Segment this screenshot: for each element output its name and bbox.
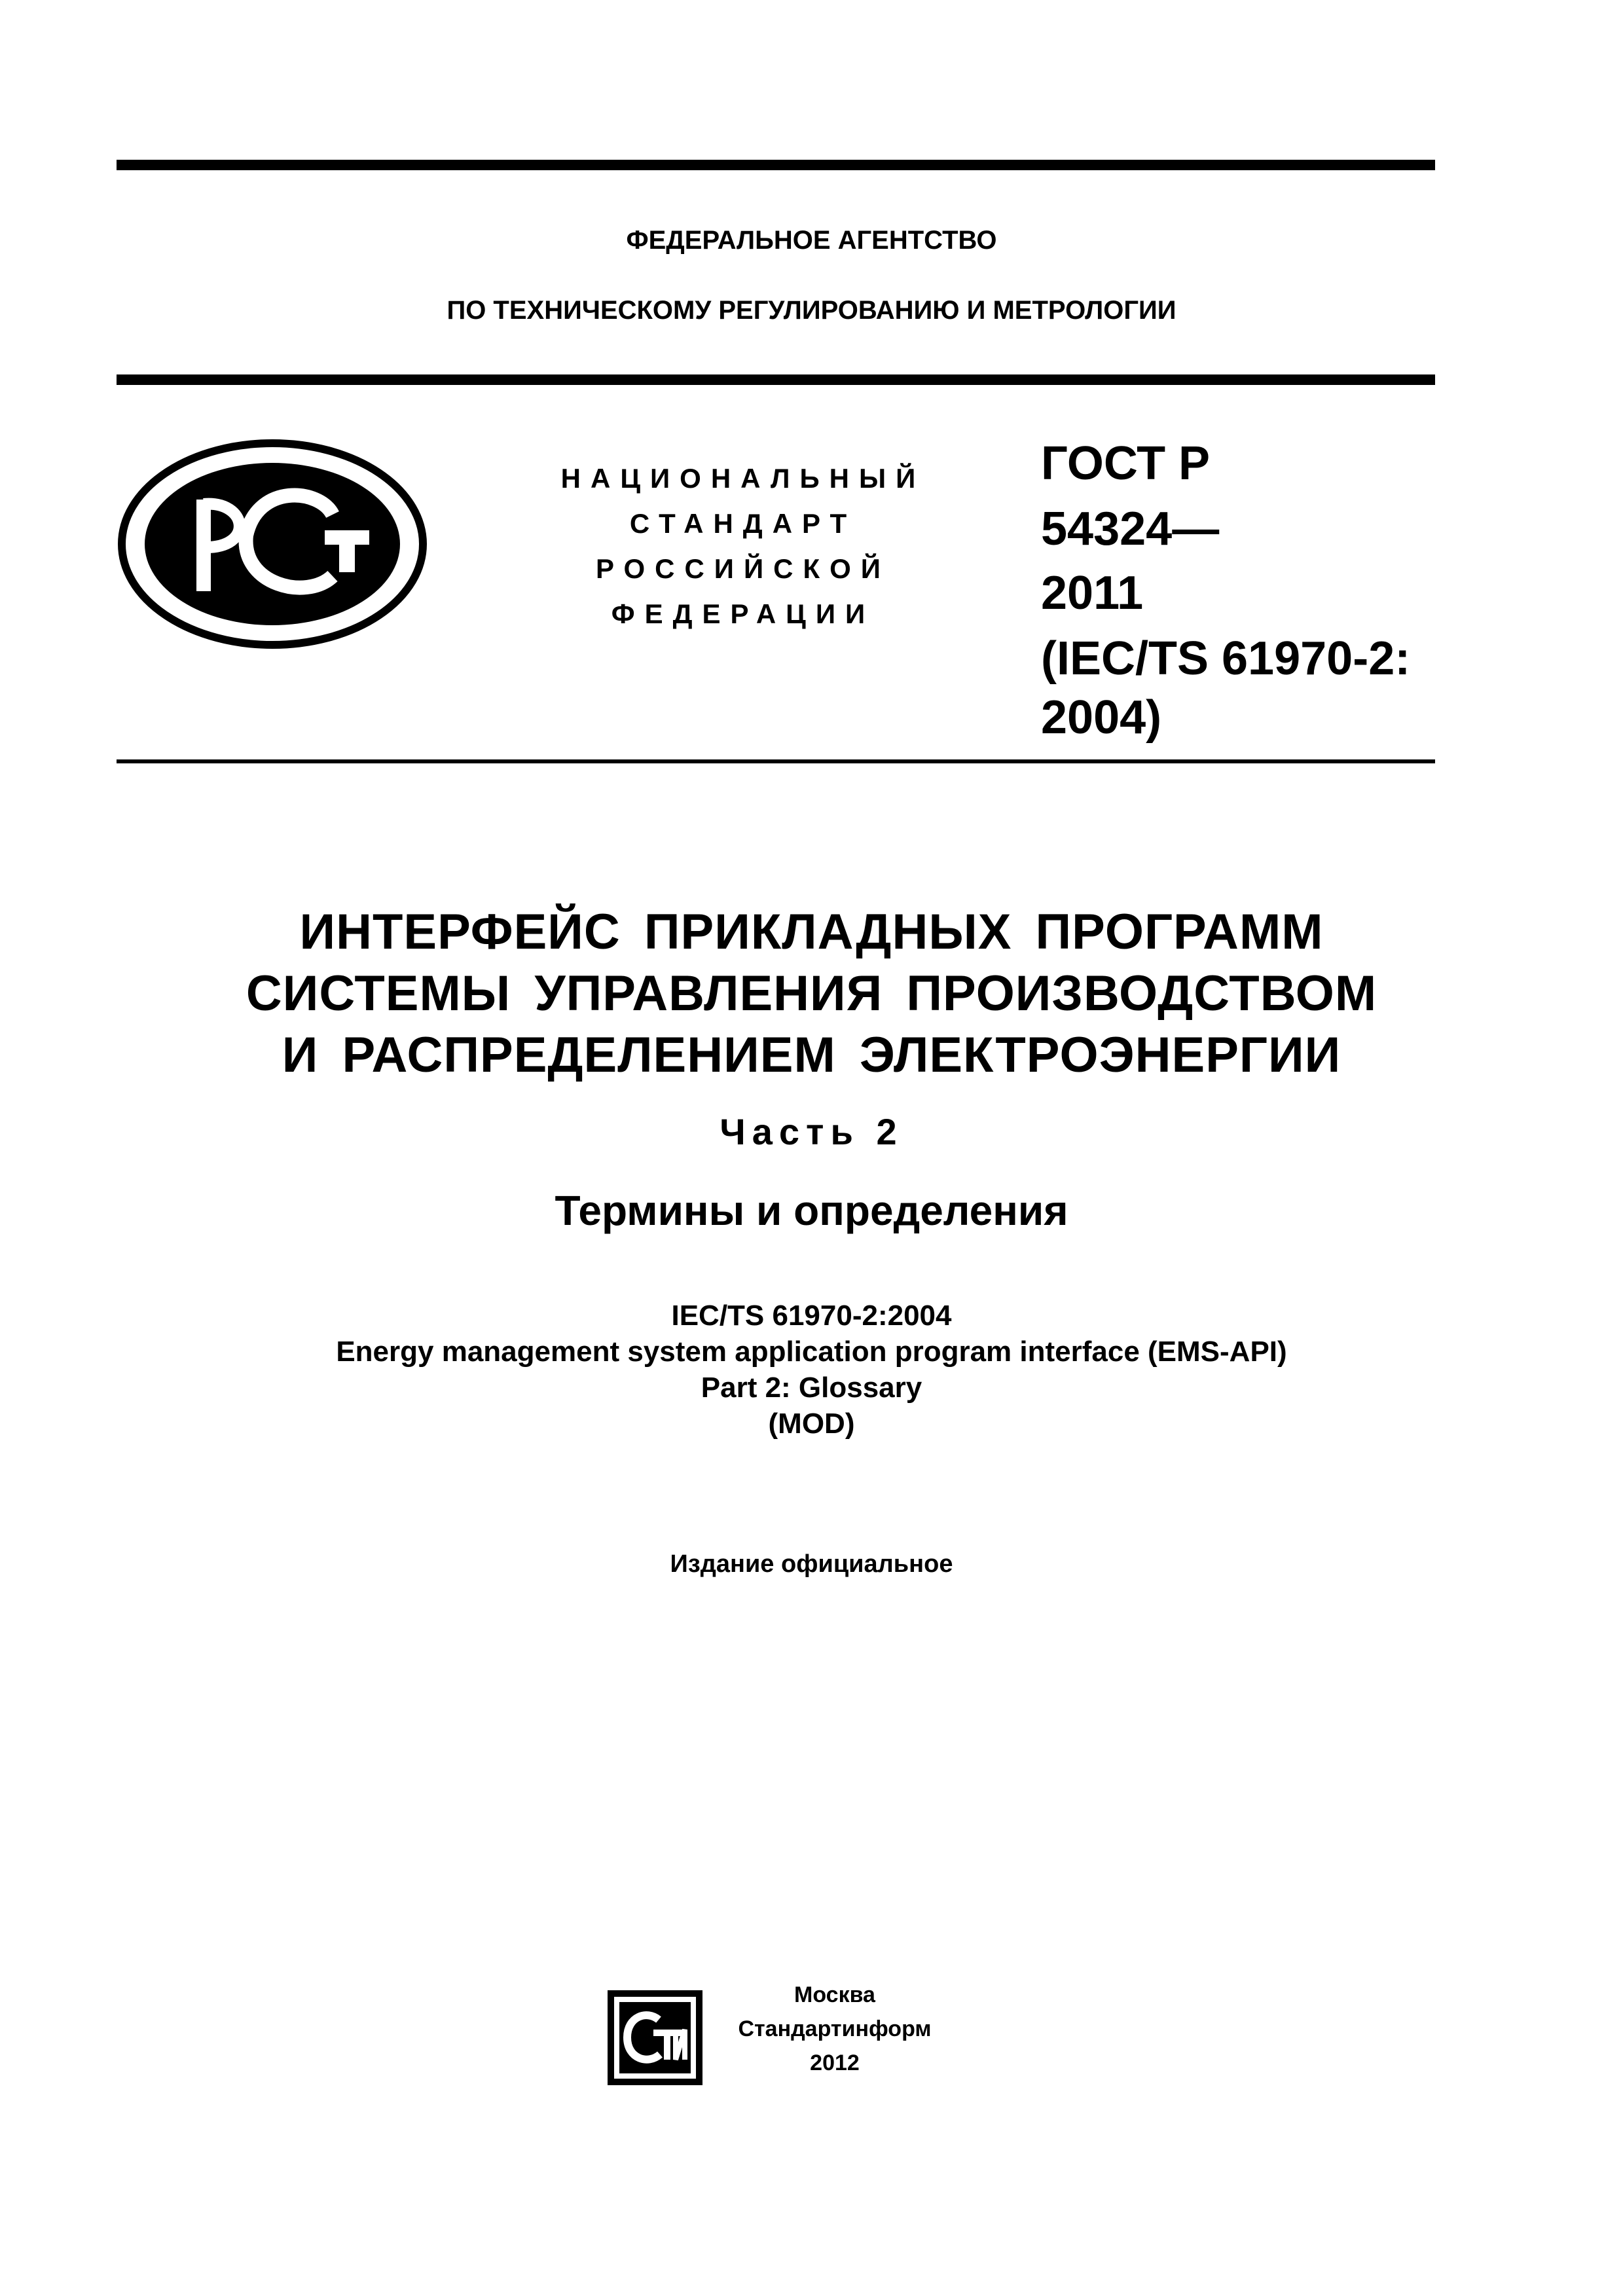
international-line-3: Part 2: Glossary [701, 1372, 922, 1404]
publisher-name: Стандартинформ [738, 2016, 932, 2041]
international-line-1: IEC/TS 61970-2:2004 [671, 1300, 952, 1332]
top-rule [117, 160, 1435, 170]
edition-label: Издание официальное [670, 1550, 953, 1578]
international-line-2: Energy management system application program interface (EMS-API) [336, 1336, 1287, 1368]
rst-logo-icon [117, 437, 428, 651]
designation-line-4: (IEC/TS 61970-2: [1041, 632, 1411, 685]
header-rule [117, 374, 1435, 385]
title-line-3: И РАСПРЕДЕЛЕНИЕМ ЭЛЕКТРОЭНЕРГИИ [282, 1027, 1341, 1083]
designation-line-2: 54324— [1041, 503, 1220, 555]
part-label: Часть 2 [720, 1111, 903, 1152]
national-standard-line-3: РОССИЙСКОЙ [596, 553, 890, 584]
standartinform-logo-icon [608, 1990, 702, 2085]
designation-line-3: 2011 [1041, 567, 1144, 619]
publisher-city: Москва [794, 1982, 875, 2007]
publisher-year: 2012 [810, 2050, 860, 2075]
designation-line-1: ГОСТ Р [1041, 437, 1211, 490]
designation-line-5: 2004) [1041, 691, 1162, 744]
international-line-4: (MOD) [768, 1408, 855, 1440]
title-line-1: ИНТЕРФЕЙС ПРИКЛАДНЫХ ПРОГРАММ [299, 904, 1324, 960]
block-rule [117, 759, 1435, 763]
agency-line-2: ПО ТЕХНИЧЕСКОМУ РЕГУЛИРОВАНИЮ И МЕТРОЛОГИИ [447, 296, 1176, 325]
national-standard-line-1: НАЦИОНАЛЬНЫЙ [560, 463, 926, 494]
agency-line-1: ФЕДЕРАЛЬНОЕ АГЕНТСТВО [626, 226, 997, 255]
title-line-2: СИСТЕМЫ УПРАВЛЕНИЯ ПРОИЗВОДСТВОМ [246, 966, 1377, 1021]
subtitle: Термины и определения [555, 1187, 1068, 1234]
national-standard-line-4: ФЕДЕРАЦИИ [611, 598, 875, 629]
national-standard-line-2: СТАНДАРТ [629, 508, 857, 539]
